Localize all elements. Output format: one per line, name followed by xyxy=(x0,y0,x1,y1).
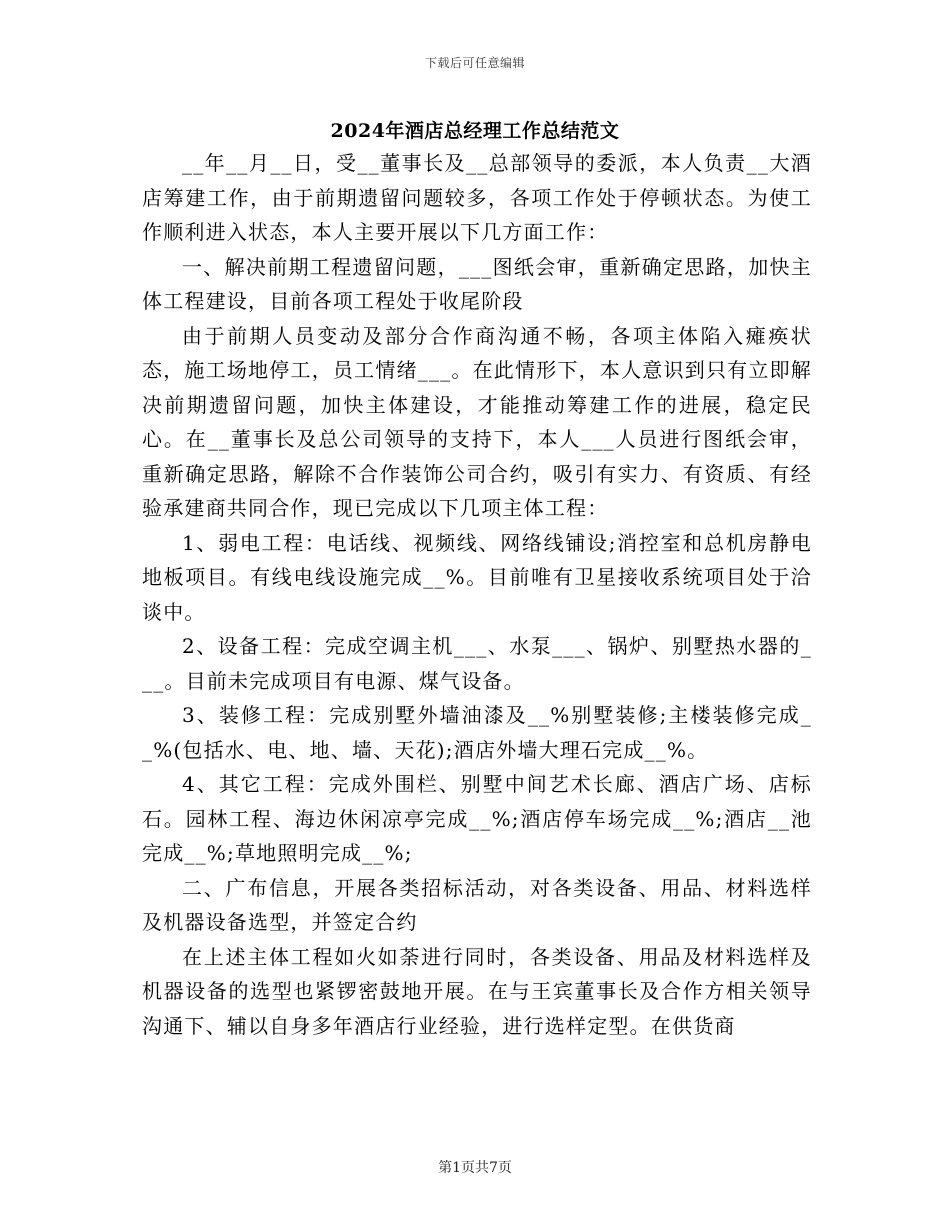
header-note: 下载后可任意编辑 xyxy=(424,56,525,70)
document-body xyxy=(142,146,812,1043)
paragraph-item-2: 2、设备工程：完成空调主机___、水泵___、锅炉、别墅热水器的___。目前未完成项目有电源、煤气设备。 xyxy=(142,634,812,693)
paragraph-intro: __年__月__日，受__董事长及__总部领导的委派，本人负责__大酒店筹建工作，由于前期遗留问题较多，各项工作处于停顿状态。为使工作顺利进入状态，本人主要开展以下几方面工作： xyxy=(142,151,812,244)
paragraph-section-1-heading: 一、解决前期工程遗留问题，___图纸会审，重新确定思路，加快主体工程建设，目前各项工程处于收尾阶段 xyxy=(142,254,812,313)
paragraph-section-2-heading: 二、广布信息，开展各类招标活动，对各类设备、用品、材料选样及机器设备选型，并签定合约 xyxy=(142,875,812,934)
paragraph-item-4: 4、其它工程：完成外围栏、别墅中间艺术长廊、酒店广场、店标石。园林工程、海边休闲凉亭完成__%;酒店停车场完成__%;酒店__池完成__%;草地照明完成__%; xyxy=(142,772,812,865)
paragraph-section-1-body: 由于前期人员变动及部分合作商沟通不畅，各项主体陷入瘫痪状态，施工场地停工，员工情绪___。在此情形下，本人意识到只有立即解决前期遗留问题，加快主体建设，才能推动筹建工作的进展，稳定民心。在__董事长及总公司领导的支持下，本人___人员进行图纸会审，重新确定思路，解除不合作装饰公司合约，吸引有实力、有资质、有经验承建商共同合作，现已完成以下几项主体工程： xyxy=(142,323,812,520)
page-footer: 第1页共7页 xyxy=(438,1160,512,1176)
paragraph-item-1: 1、弱电工程：电话线、视频线、网络线铺设;消控室和总机房静电地板项目。有线电线设施完成__%。目前唯有卫星接收系统项目处于洽谈中。 xyxy=(142,530,812,624)
paragraph-item-3: 3、装修工程：完成别墅外墙油漆及__%别墅装修;主楼装修完成__%(包括水、电、地、墙、天花);酒店外墙大理石完成__%。 xyxy=(142,703,812,762)
paragraph-section-2-body: 在上述主体工程如火如荼进行同时，各类设备、用品及材料选样及机器设备的选型也紧锣密鼓地开展。在与王宾董事长及合作方相关领导沟通下、辅以自身多年酒店行业经验，进行选样定型。在供货商 xyxy=(142,944,812,1038)
document-title: 2024年酒店总经理工作总结范文 xyxy=(330,120,620,142)
